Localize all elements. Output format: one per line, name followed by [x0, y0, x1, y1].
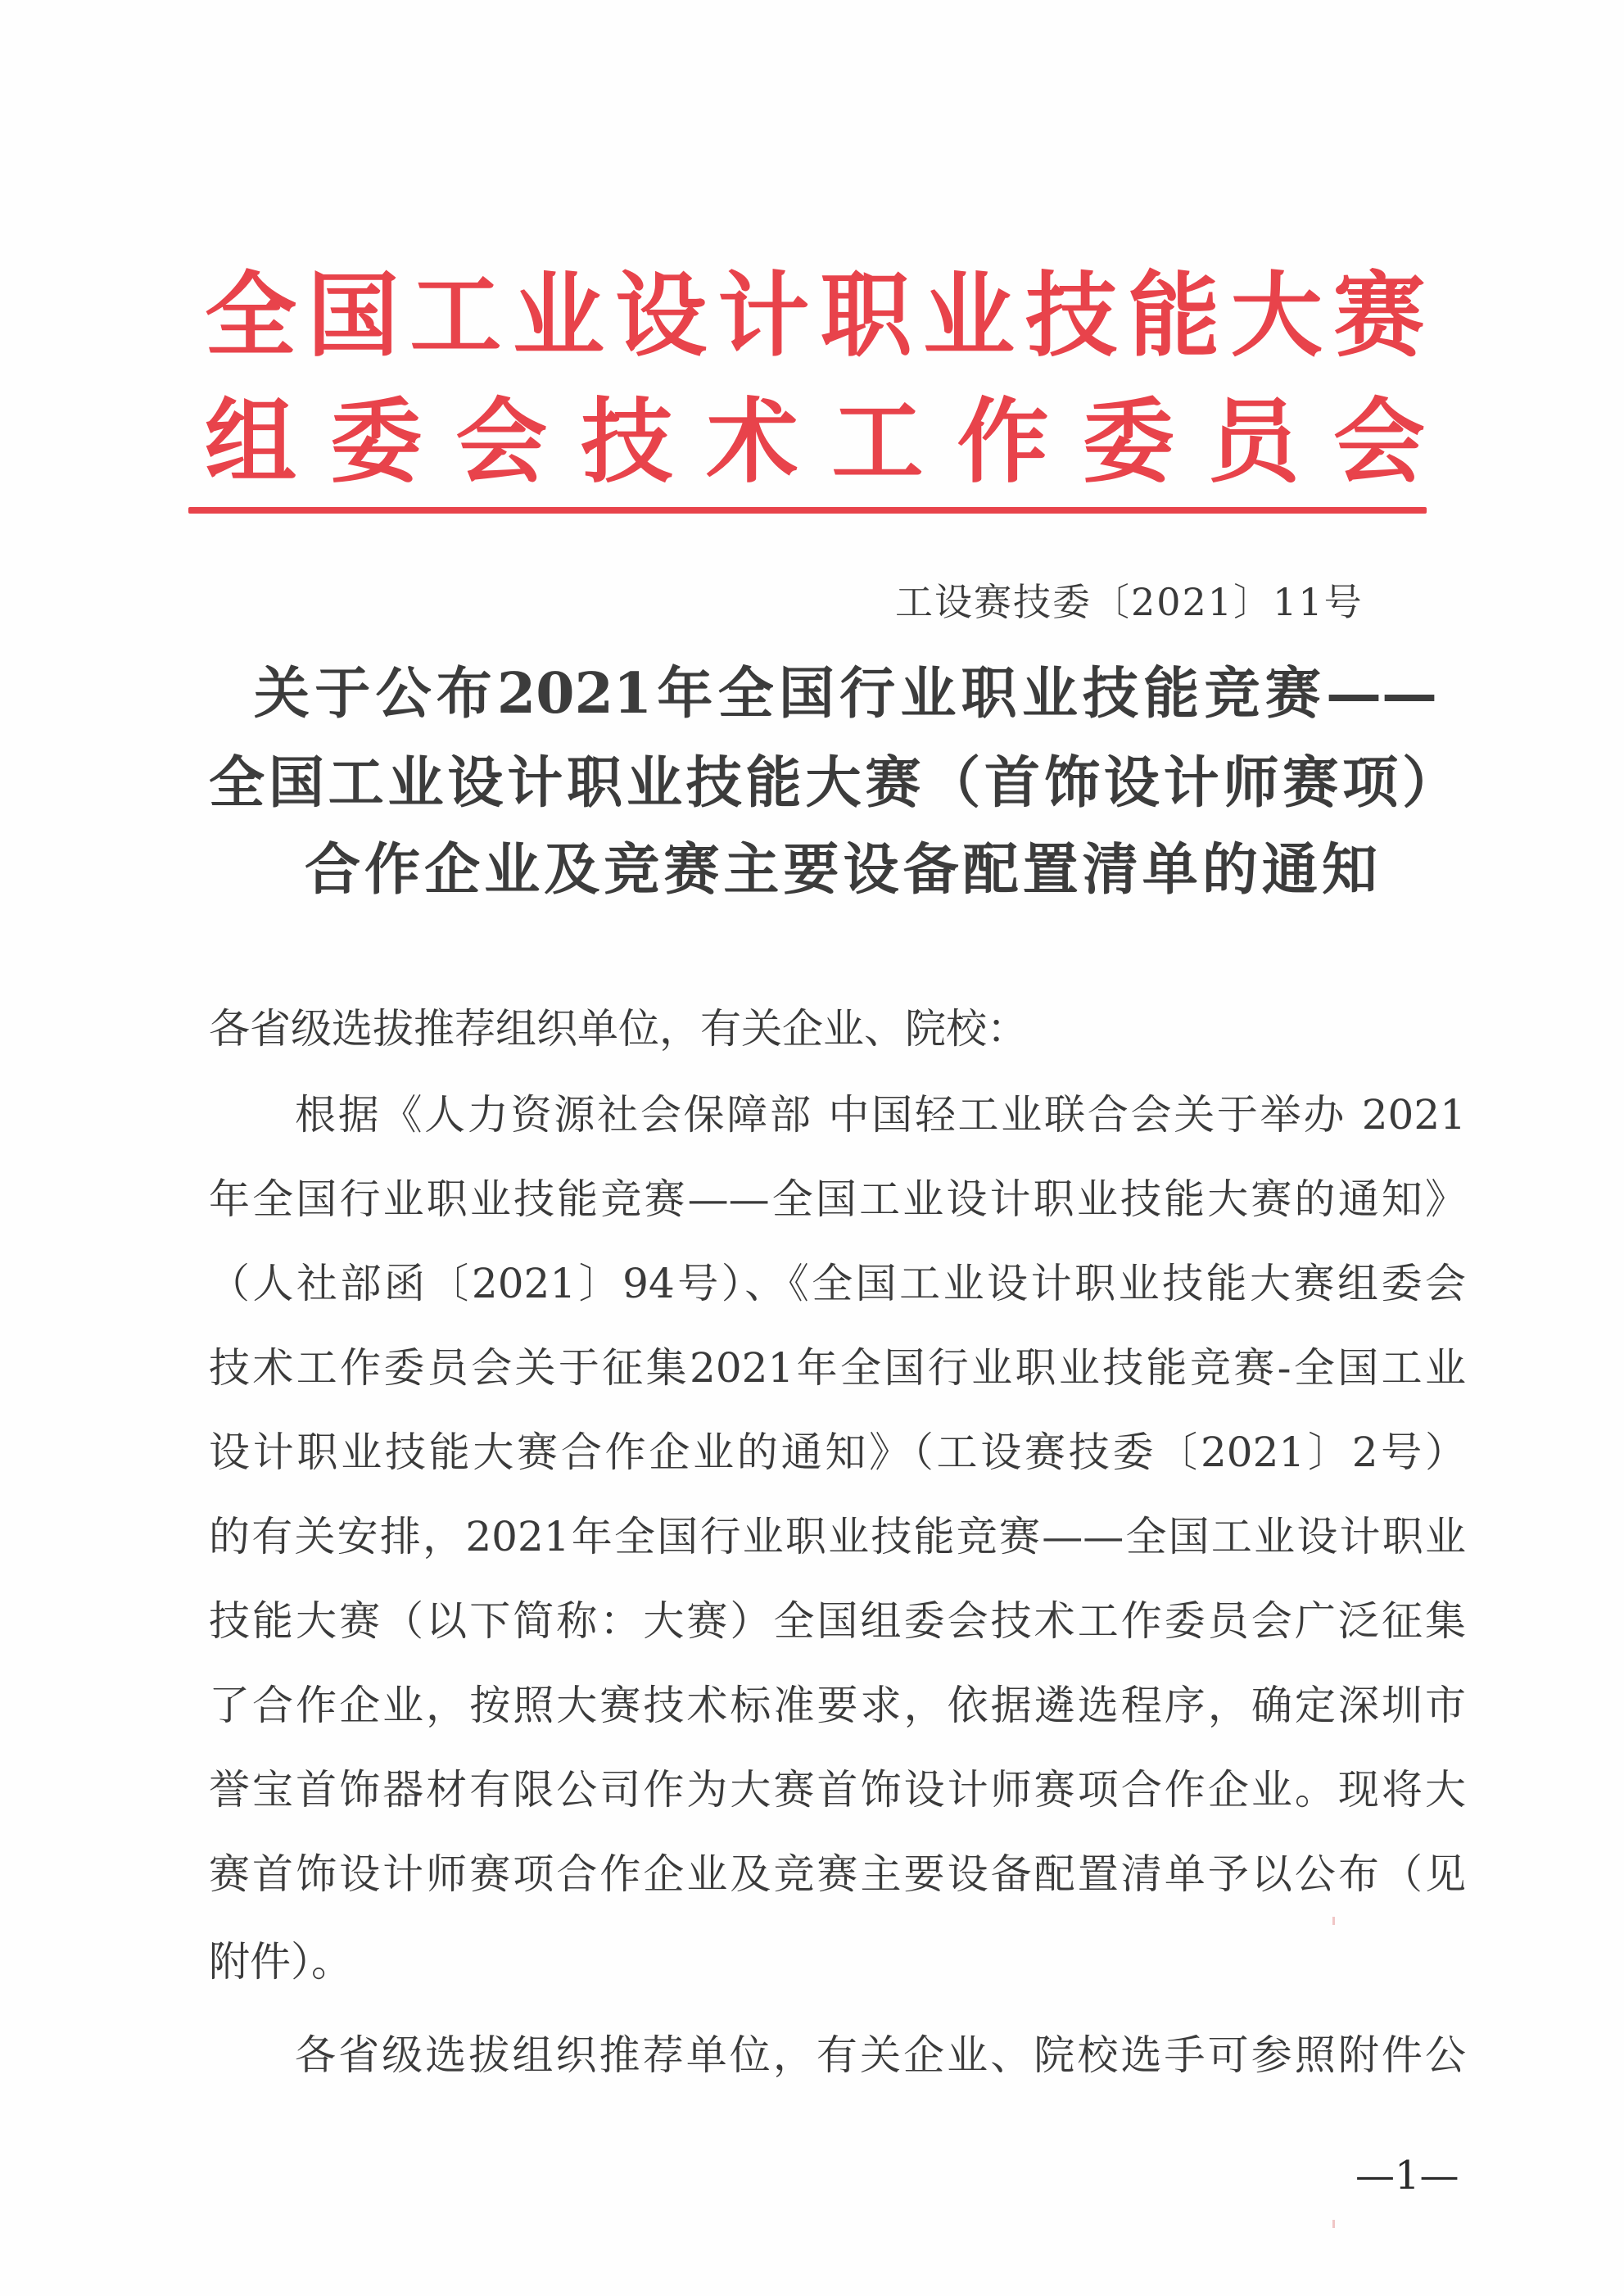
body-line: 设计职业技能大赛合作企业的通知》（工设赛技委〔2021〕2号）: [209, 1429, 1466, 1476]
body-line: 了合作企业，按照大赛技术标准要求，依据遴选程序，确定深圳市: [209, 1682, 1466, 1729]
salutation: 各省级选拔推荐组织单位，有关企业、院校：: [209, 1005, 1028, 1053]
letterhead-line-2: 组委会技术工作委员会: [205, 389, 1425, 496]
red-divider-line: [188, 507, 1427, 514]
body-line: 技能大赛（以下简称：大赛）全国组委会技术工作委员会广泛征集: [209, 1597, 1466, 1645]
letterhead-line-1: 全国工业设计职业技能大赛: [205, 263, 1425, 369]
body-line: 附件）。: [209, 1938, 352, 1986]
body-line: 赛首饰设计师赛项合作企业及竞赛主要设备配置清单予以公布（见: [209, 1850, 1466, 1898]
title-line-1: 关于公布2021年全国行业职业技能竞赛——: [254, 661, 1437, 727]
scan-artifact: [1332, 2220, 1335, 2228]
body-line: 根据《人力资源社会保障部 中国轻工业联合会关于举办 2021: [295, 1091, 1466, 1139]
title-line-3: 合作企业及竞赛主要设备配置清单的通知: [305, 837, 1377, 903]
body-line: 的有关安排，2021年全国行业职业技能竞赛——全国工业设计职业: [209, 1513, 1466, 1560]
title-line-2: 全国工业设计职业技能大赛（首饰设计师赛项）: [209, 750, 1458, 816]
body-line: （人社部函〔2021〕94号）、《全国工业设计职业技能大赛组委会: [209, 1260, 1466, 1307]
document-number: 工设赛技委〔2021〕11号: [895, 580, 1364, 624]
body-line: 誉宝首饰器材有限公司作为大赛首饰设计师赛项合作企业。现将大: [209, 1766, 1466, 1814]
page-number: —1—: [1355, 2153, 1459, 2199]
final-paragraph-line: 各省级选拔组织推荐单位，有关企业、院校选手可参照附件公: [295, 2031, 1466, 2079]
body-line: 技术工作委员会关于征集2021年全国行业职业技能竞赛-全国工业: [209, 1344, 1466, 1392]
scan-artifact: [1332, 1917, 1335, 1925]
body-line: 年全国行业职业技能竞赛——全国工业设计职业技能大赛的通知》: [209, 1175, 1466, 1223]
